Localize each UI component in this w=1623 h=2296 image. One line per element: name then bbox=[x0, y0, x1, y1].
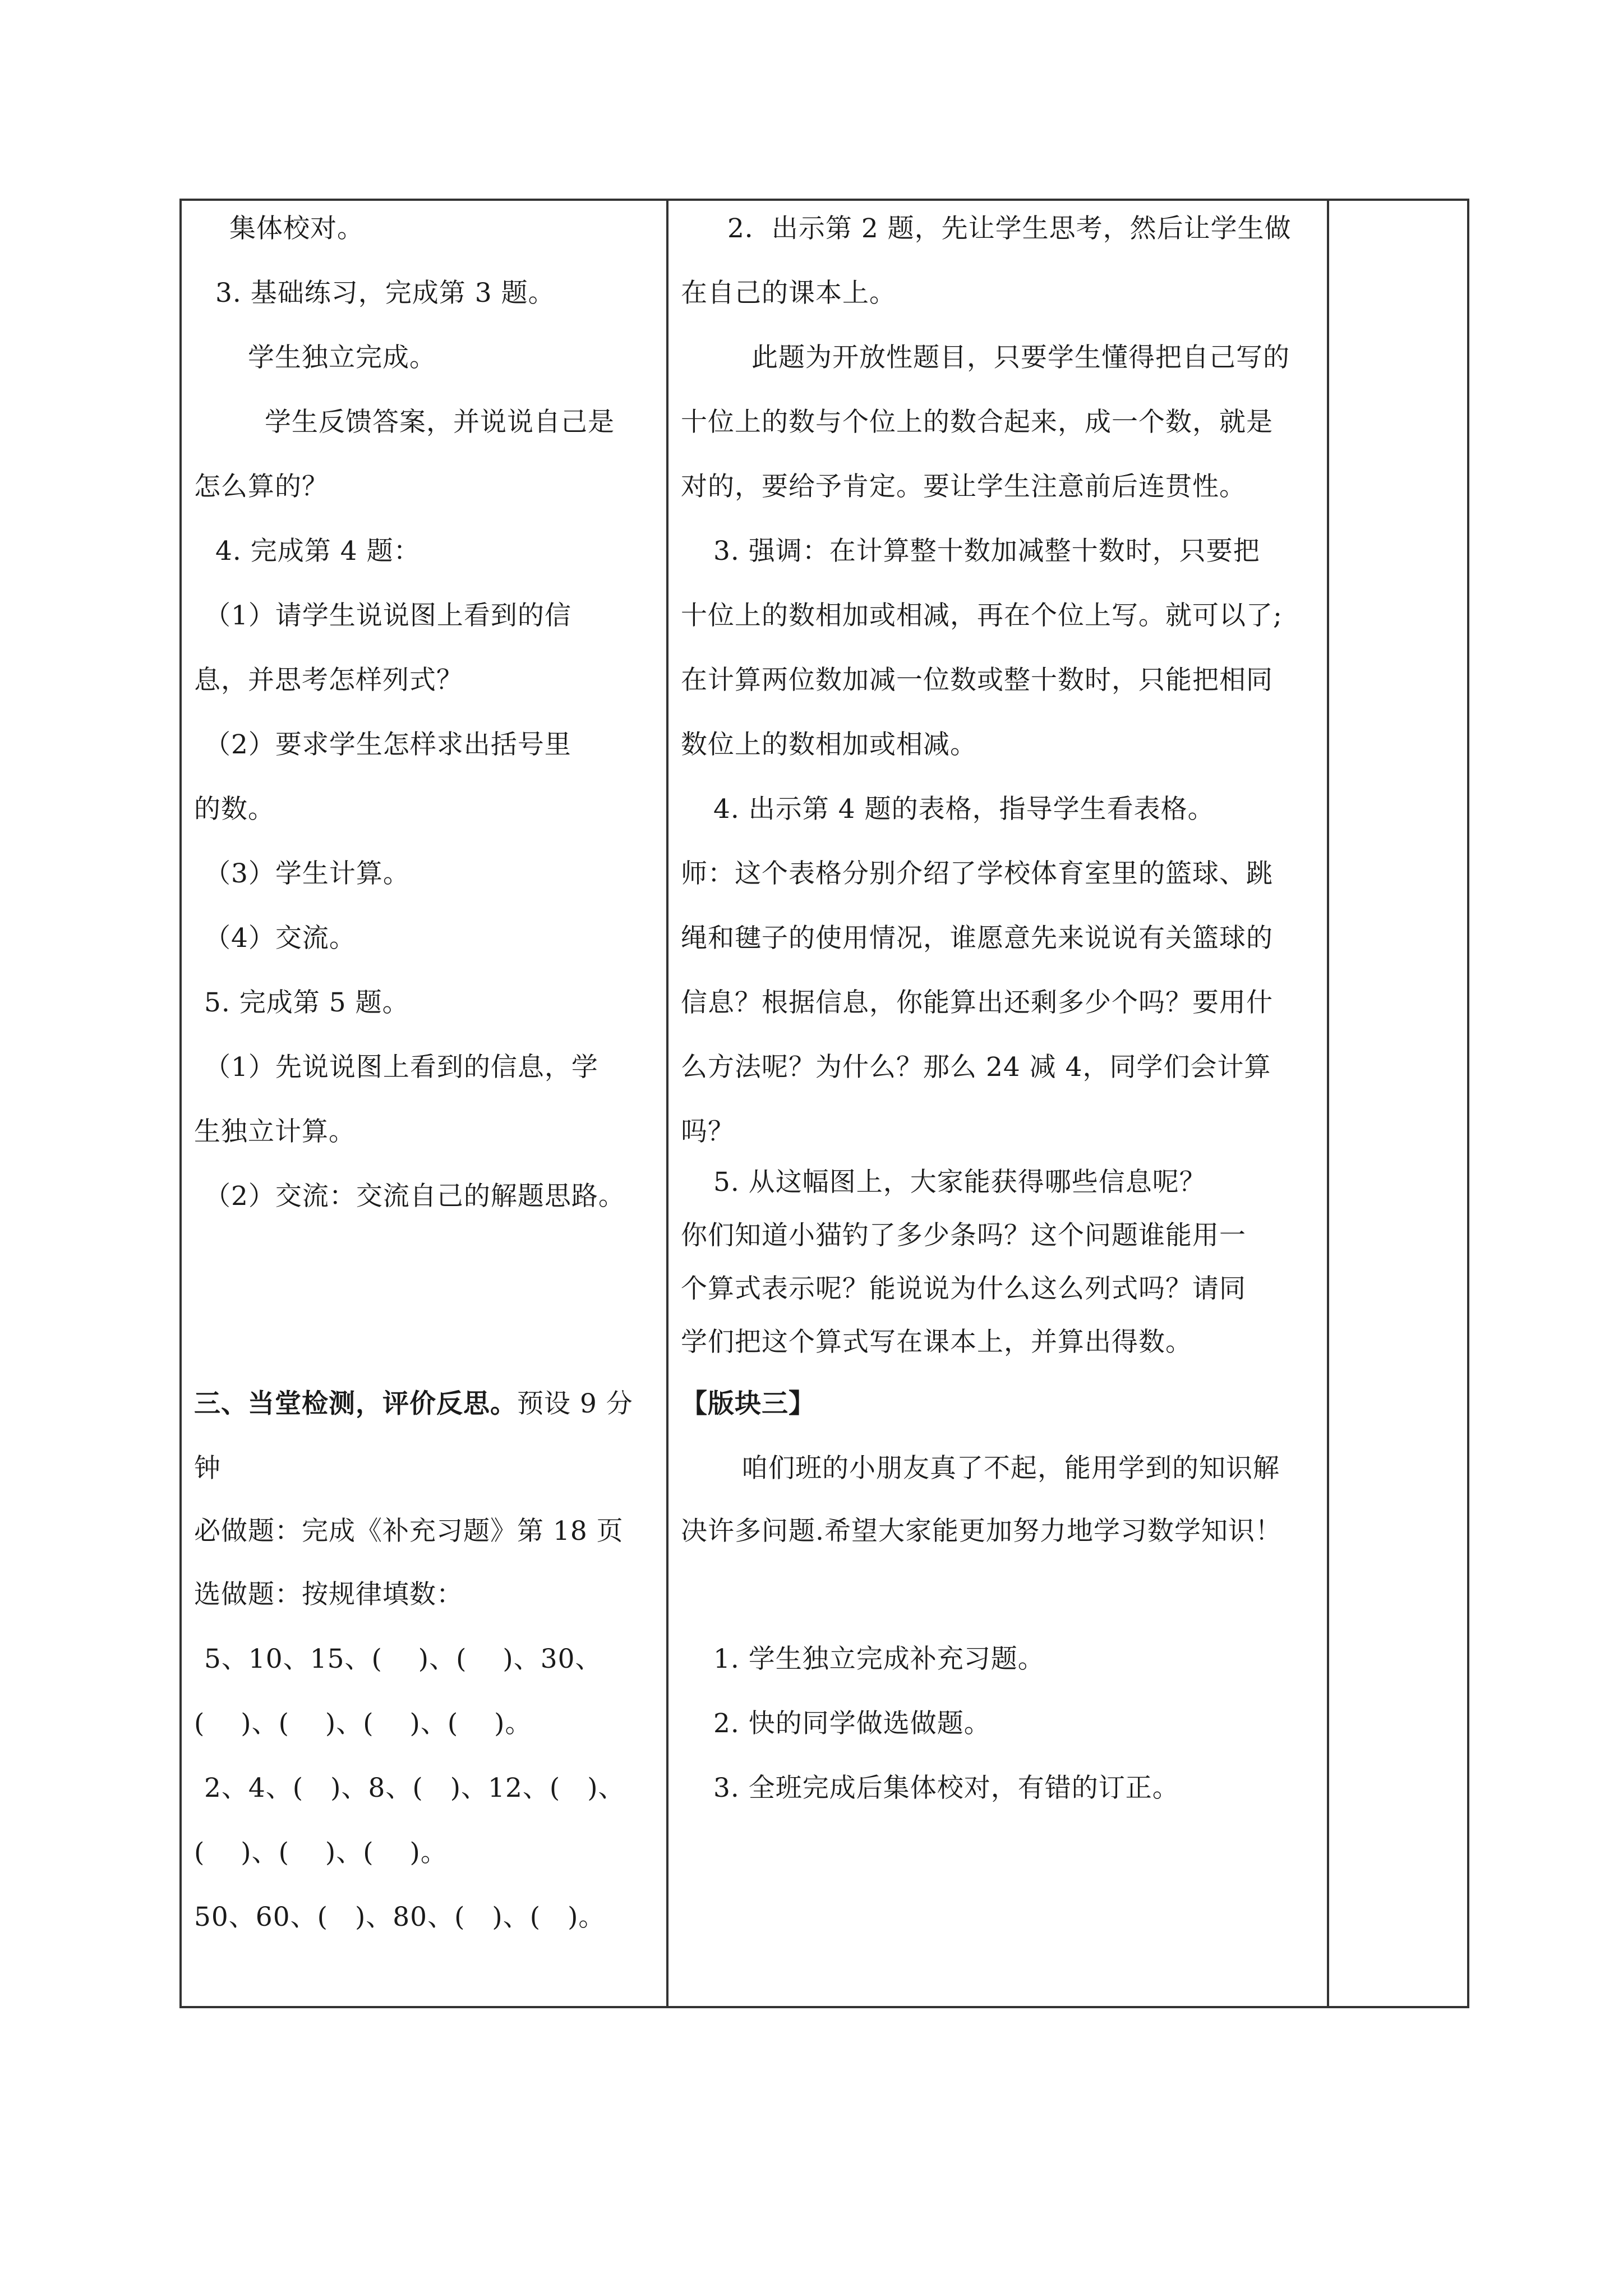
text-line: 5. 完成第 5 题。 bbox=[204, 987, 409, 1018]
text-line: ( )、( )、( )。 bbox=[194, 1837, 448, 1868]
text-line: 钟 bbox=[194, 1453, 221, 1484]
text-line: 集体校对。 bbox=[229, 213, 364, 244]
section-heading-line bbox=[194, 1387, 633, 1421]
text-line: 你们知道小猫钓了多少条吗？这个问题谁能用一 bbox=[681, 1220, 1246, 1251]
section-marker: 【版块三】 bbox=[681, 1388, 815, 1419]
activity-column bbox=[181, 200, 667, 2007]
text-line: ( )、( )、( )、( )。 bbox=[194, 1708, 532, 1739]
guidance-column bbox=[667, 200, 1328, 2007]
text-line: 学们把这个算式写在课本上，并算出得数。 bbox=[681, 1327, 1192, 1358]
text-line: 决许多问题.希望大家能更加努力地学习数学知识！ bbox=[681, 1516, 1282, 1547]
text-line: 5. 从这幅图上，大家能获得哪些信息呢？ bbox=[713, 1167, 1206, 1198]
text-line: 么方法呢？为什么？那么 24 减 4，同学们会计算 bbox=[681, 1052, 1271, 1083]
text-line: 师：这个表格分别介绍了学校体育室里的篮球、跳 bbox=[681, 858, 1273, 889]
text-line: 个算式表示呢？能说说为什么这么列式吗？请同 bbox=[681, 1273, 1246, 1304]
text-line: （1）先说说图上看到的信息，学 bbox=[204, 1052, 598, 1083]
text-line: 3. 基础练习，完成第 3 题。 bbox=[215, 278, 555, 309]
notes-cell-empty bbox=[1329, 201, 1467, 2006]
text-line: 50、60、( )、80、( )、( )。 bbox=[194, 1902, 606, 1932]
section-heading: 三、当堂检测，评价反思。 bbox=[194, 1388, 517, 1419]
text-line: 的数。 bbox=[194, 794, 275, 825]
text-line: 选做题：按规律填数： bbox=[194, 1579, 463, 1610]
text-line: 生独立计算。 bbox=[194, 1116, 356, 1147]
preset-time: 预设 9 分 bbox=[517, 1388, 633, 1419]
text-line: 信息？根据信息，你能算出还剩多少个吗？要用什 bbox=[681, 987, 1273, 1018]
text-line: 4. 出示第 4 题的表格，指导学生看表格。 bbox=[713, 794, 1215, 825]
text-line: 息，并思考怎样列式？ bbox=[194, 665, 463, 696]
text-line: 咱们班的小朋友真了不起，能用学到的知识解 bbox=[741, 1453, 1280, 1484]
text-line: 学生反馈答案，并说说自己是 bbox=[265, 407, 615, 438]
notes-column bbox=[1328, 200, 1468, 2007]
text-line: 5、10、15、( )、( )、30、 bbox=[204, 1644, 602, 1674]
text-line: （2）交流：交流自己的解题思路。 bbox=[204, 1181, 625, 1212]
text-line: 怎么算的？ bbox=[194, 471, 329, 502]
text-line: 学生独立完成。 bbox=[248, 342, 436, 373]
text-line: 此题为开放性题目，只要学生懂得把自己写的 bbox=[751, 342, 1290, 373]
text-line: （1）请学生说说图上看到的信 bbox=[204, 600, 571, 631]
text-line: （4）交流。 bbox=[204, 923, 356, 954]
text-line: 绳和毽子的使用情况，谁愿意先来说说有关篮球的 bbox=[681, 923, 1273, 954]
text-line: 1. 学生独立完成补充习题。 bbox=[713, 1644, 1045, 1674]
text-line: 在计算两位数加减一位数或整十数时，只能把相同 bbox=[681, 665, 1273, 696]
lesson-plan-table bbox=[179, 199, 1469, 2008]
text-line: 十位上的数相加或相减，再在个位上写。就可以了; bbox=[681, 600, 1283, 631]
text-line: 2．出示第 2 题，先让学生思考，然后让学生做 bbox=[727, 213, 1292, 244]
text-line: 3. 全班完成后集体校对，有错的订正。 bbox=[713, 1773, 1179, 1803]
text-line: （2）要求学生怎样求出括号里 bbox=[204, 729, 571, 760]
text-line: 3. 强调：在计算整十数加减整十数时，只要把 bbox=[713, 536, 1260, 567]
text-line: 2. 快的同学做选做题。 bbox=[713, 1708, 991, 1739]
table-row bbox=[181, 200, 1468, 2007]
text-line: 数位上的数相加或相减。 bbox=[681, 729, 977, 760]
text-line: （3）学生计算。 bbox=[204, 858, 410, 889]
text-line: 吗？ bbox=[681, 1116, 735, 1147]
text-line: 2、4、( )、8、( )、12、( )、 bbox=[204, 1773, 625, 1803]
text-line: 4. 完成第 4 题： bbox=[215, 536, 421, 567]
text-line: 在自己的课本上。 bbox=[681, 278, 896, 309]
text-line: 十位上的数与个位上的数合起来，成一个数，就是 bbox=[681, 407, 1273, 438]
text-line: 对的，要给予肯定。要让学生注意前后连贯性。 bbox=[681, 471, 1246, 502]
text-line: 必做题：完成《补充习题》第 18 页 bbox=[194, 1516, 624, 1547]
